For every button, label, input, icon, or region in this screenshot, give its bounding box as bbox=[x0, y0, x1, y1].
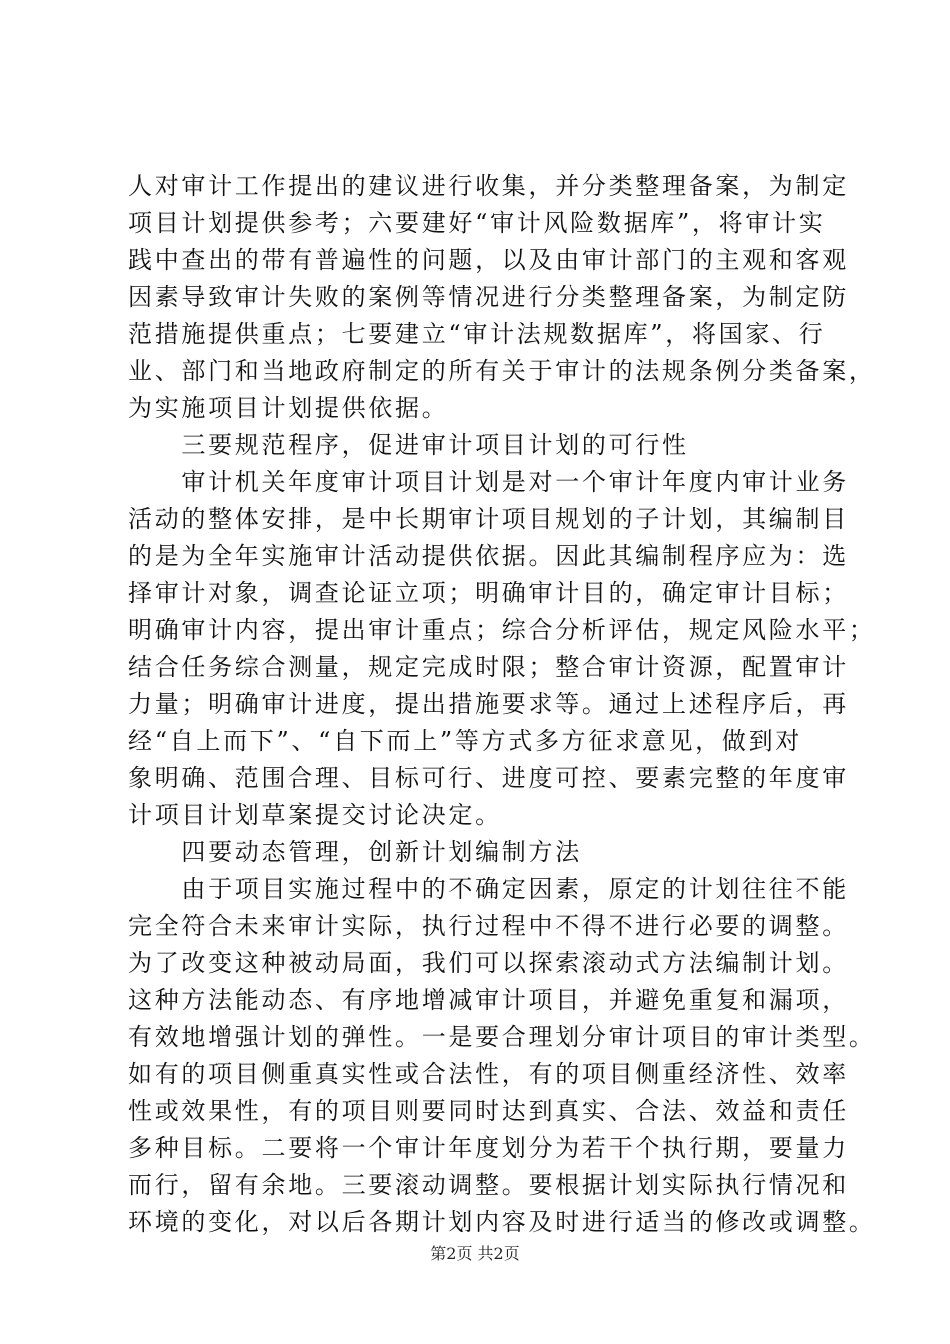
text-line: 有效地增强计划的弹性。一是要合理划分审计项目的审计类型。 bbox=[128, 1023, 876, 1051]
text-line: 的是为全年实施审计活动提供依据。因此其编制程序应为：选 bbox=[128, 542, 849, 570]
body-text bbox=[128, 168, 876, 1241]
page-footer bbox=[0, 1244, 950, 1264]
text-line: 范措施提供重点；七要建立“审计法规数据库”，将国家、行 bbox=[128, 320, 826, 348]
text-line: 择审计对象，调查论证立项；明确审计目的，确定审计目标； bbox=[128, 579, 849, 607]
text-line: 审计机关年度审计项目计划是对一个审计年度内审计业务 bbox=[128, 468, 849, 496]
text-line: 活动的整体安排，是中长期审计项目规划的子计划，其编制目 bbox=[128, 505, 849, 533]
text-line: 项目计划提供参考；六要建好“审计风险数据库”，将审计实 bbox=[128, 209, 826, 237]
text-line: 为了改变这种被动局面，我们可以探索滚动式方法编制计划。 bbox=[128, 949, 849, 977]
text-line: 人对审计工作提出的建议进行收集，并分类整理备案，为制定 bbox=[128, 172, 849, 200]
text-line: 为实施项目计划提供依据。 bbox=[128, 394, 449, 422]
section-heading: 三要规范程序，促进审计项目计划的可行性 bbox=[128, 431, 689, 459]
text-line: 力量；明确审计进度，提出措施要求等。通过上述程序后，再 bbox=[128, 690, 849, 718]
text-line: 如有的项目侧重真实性或合法性，有的项目侧重经济性、效率 bbox=[128, 1060, 849, 1088]
text-line: 性或效果性，有的项目则要同时达到真实、合法、效益和责任 bbox=[128, 1097, 849, 1125]
text-line: 经“自上而下”、“自下而上”等方式多方征求意见，做到对 bbox=[128, 727, 802, 755]
text-line: 环境的变化，对以后各期计划内容及时进行适当的修改或调整。 bbox=[128, 1208, 876, 1236]
text-line: 明确审计内容，提出审计重点；综合分析评估，规定风险水平； bbox=[128, 616, 876, 644]
text-line: 多种目标。二要将一个审计年度划分为若干个执行期，要量力 bbox=[128, 1134, 849, 1162]
page-number-label: 第2页 共2页 bbox=[430, 1244, 520, 1263]
text-line: 这种方法能动态、有序地增减审计项目，并避免重复和漏项， bbox=[128, 986, 849, 1014]
text-line: 结合任务综合测量，规定完成时限；整合审计资源，配置审计 bbox=[128, 653, 849, 681]
text-line: 因素导致审计失败的案例等情况进行分类整理备案，为制定防 bbox=[128, 283, 849, 311]
text-line: 践中查出的带有普遍性的问题，以及由审计部门的主观和客观 bbox=[128, 246, 849, 274]
text-line: 由于项目实施过程中的不确定因素，原定的计划往往不能 bbox=[128, 875, 849, 903]
text-line: 计项目计划草案提交讨论决定。 bbox=[128, 801, 502, 829]
text-line: 完全符合未来审计实际，执行过程中不得不进行必要的调整。 bbox=[128, 912, 849, 940]
section-heading: 四要动态管理，创新计划编制方法 bbox=[128, 838, 582, 866]
text-line: 而行，留有余地。三要滚动调整。要根据计划实际执行情况和 bbox=[128, 1171, 849, 1199]
text-line: 业、部门和当地政府制定的所有关于审计的法规条例分类备案， bbox=[128, 357, 876, 385]
text-line: 象明确、范围合理、目标可行、进度可控、要素完整的年度审 bbox=[128, 764, 849, 792]
